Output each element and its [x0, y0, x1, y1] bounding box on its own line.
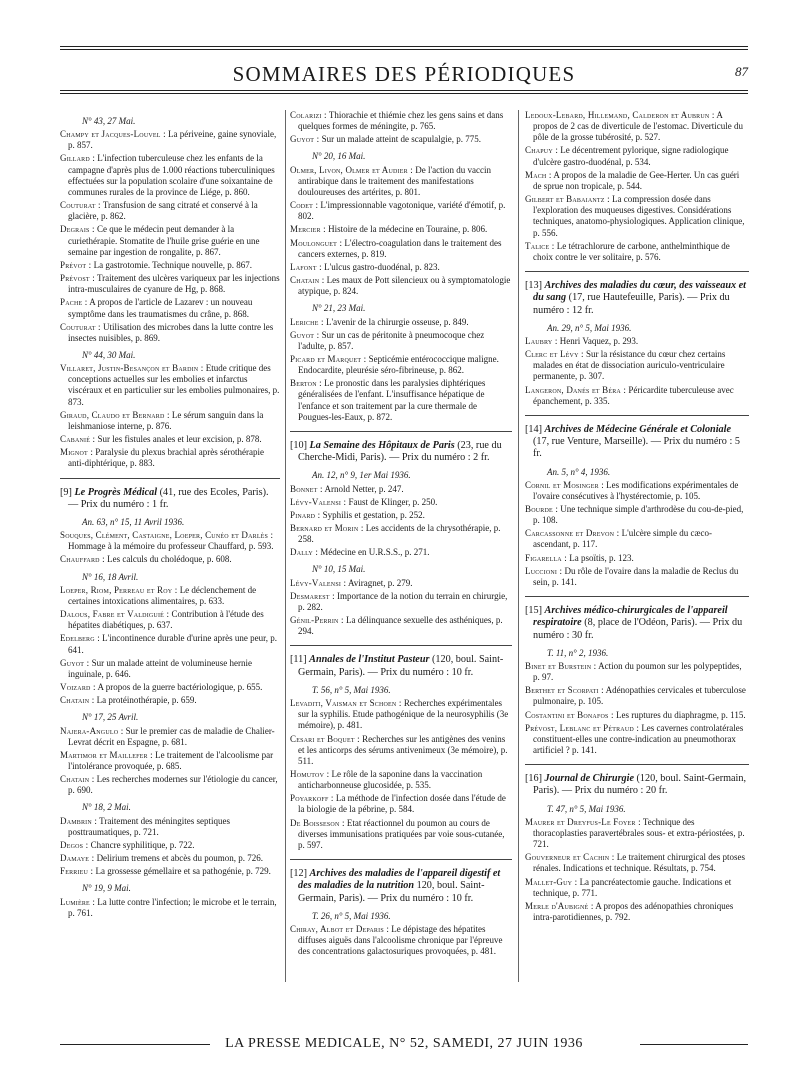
article-authors: Prévot : [60, 259, 92, 270]
article-entry [525, 480, 749, 502]
article-authors: Chauffard : [60, 554, 105, 565]
article-entry [525, 241, 749, 263]
article-authors: Colarizi : [290, 110, 327, 120]
article-entry [525, 723, 749, 756]
journal-number: [12] [290, 868, 307, 880]
journal-details: (17, rue Hautefeuille, Paris). — Prix du numéro : 12 fr. [533, 292, 730, 316]
article-title: La méthode de l'infection dosée dans l'étude de la biologie de la pébrine, p. 584. [298, 793, 506, 815]
top-rule [60, 46, 748, 50]
article-title: L'infection tuberculeuse chez les enfants de la campagne d'après plus de 1.000 réactions tuberculiniques effectuées sur la population scolaire d'une soixantaine de communes rurales de la province de Liége, p. 860. [68, 153, 275, 197]
article-entry [525, 349, 749, 382]
section-divider [525, 415, 749, 416]
article-authors: Desmarest : [290, 590, 335, 601]
article-entry [525, 901, 749, 923]
section-divider [60, 478, 280, 479]
article-authors: De Boisseson : [290, 817, 345, 828]
article-authors: Berthet et Scorpati : [525, 685, 604, 696]
journal-heading [290, 654, 512, 678]
article-authors: Martimor et Maillefer : [60, 749, 153, 760]
section-divider [290, 431, 512, 432]
article-title: A propos des adénopathies chroniques intra-parotidiennes, p. 792. [533, 900, 734, 923]
article-authors: Homutov : [290, 768, 330, 779]
article-title: L'incontinence durable d'urine après une peur, p. 641. [68, 633, 277, 655]
journal-number: [13] [525, 280, 542, 292]
article-authors: Picard et Marquet : [290, 353, 367, 364]
article-authors: Mallet-Guy : [525, 876, 578, 887]
journal-heading [60, 487, 280, 511]
article-title: La pancréatectomie gauche. Indications et technique, p. 771. [533, 876, 732, 898]
article-entry [290, 769, 512, 791]
article-entry [290, 484, 512, 495]
article-authors: Pinard : [290, 509, 321, 520]
article-authors: Merle d'Aubigné : [525, 900, 594, 911]
section-divider [525, 271, 749, 272]
article-entry [525, 685, 749, 707]
article-authors: Chiray, Albot et Deparis : [290, 923, 390, 934]
article-title: Recherches expérimentales sur la syphilis. Etude pathogénique de la neurosyphilis (3e mémoire), p. 481. [298, 698, 509, 731]
article-title: Chancre syphilitique, p. 722. [88, 839, 195, 850]
article-authors: Prévost : [60, 273, 95, 284]
article-entry [60, 897, 280, 919]
article-title: Sur les fistules anales et leur excision, p. 878. [95, 434, 262, 445]
section-divider [290, 859, 512, 860]
journal-details: (8, place de l'Odéon, Paris). — Prix du numéro : 30 fr. [533, 617, 743, 641]
issue-heading: T. 56, n° 5, Mai 1936. [312, 684, 391, 695]
article-title: Sur un malade atteint de volumineuse hernie inguinale, p. 646. [68, 657, 253, 679]
article-authors: Poyarkoff : [290, 793, 334, 804]
journal-heading [290, 440, 512, 464]
article-title: Utilisation des microbes dans la lutte contre les insectes nuisibles, p. 869. [68, 321, 274, 343]
article-title: La lutte contre l'infection; le microbe et le terrain, p. 761. [68, 896, 277, 918]
article-authors: Voizard : [60, 682, 96, 693]
journal-name: Journal de Chirurgie [544, 773, 634, 785]
article-entry [60, 322, 280, 344]
article-entry [525, 661, 749, 683]
article-title: Etat réactionnel du poumon au cours de diverses immunisations pratiquées par voie sous-cutanée, p. 597. [298, 817, 505, 850]
article-title: A propos de l'article de Lazarev : un nouveau symptôme dans les traumatismes du crâne, p. 868. [68, 297, 253, 319]
article-entry [60, 200, 280, 222]
article-authors: Damaye : [60, 853, 95, 864]
article-entry [290, 134, 512, 145]
journal-heading [525, 773, 749, 797]
article-title: Histoire de la médecine en Touraine, p. 806. [325, 224, 488, 235]
journal-name: Archives médico-chirurgicales de l'appareil respiratoire [533, 605, 728, 629]
article-authors: Giraud, Claudo et Bernard : [60, 409, 170, 420]
article-entry [525, 385, 749, 407]
article-title: Les ruptures du diaphragme, p. 115. [613, 709, 746, 720]
article-title: Sur un cas de péritonite à pneumocoque chez l'adulte, p. 857. [298, 329, 485, 351]
article-entry [290, 523, 512, 545]
article-entry [290, 547, 512, 558]
article-entry [60, 153, 280, 198]
article-title: Etude critique des conceptions actuelles sur les embolies et infarctus viscéraux et en particulier sur les embolies pulmonaires, p. 873. [68, 363, 280, 407]
article-authors: Chapuy : [525, 145, 559, 156]
article-title: La protéinothérapie, p. 659. [94, 695, 197, 706]
article-entry [60, 853, 280, 864]
article-entry [290, 698, 512, 731]
article-title: Recherches sur les antigènes des venins et les anticorps des sérums antivenimeux (3e mémoire), p. 511. [298, 733, 508, 766]
title-underline [60, 90, 748, 94]
article-entry [60, 774, 280, 796]
article-authors: Gilbert et Babaiantz : [525, 194, 610, 205]
article-entry [60, 682, 280, 693]
issue-heading: N° 43, 27 Mai. [82, 116, 136, 126]
article-title: Sur la résistance du cœur chez certains malades en état de dissociation auriculo-ventriculaire permanente, p. 307. [533, 349, 726, 382]
article-authors: Cornil et Mosinger : [525, 479, 604, 490]
journal-name: Le Progrès Médical [74, 486, 158, 498]
issue-heading: N° 19, 9 Mai. [82, 883, 131, 894]
article-entry [60, 554, 280, 565]
article-title: Sur un malade atteint de scapulalgie, p. 775. [319, 134, 482, 145]
article-authors: Bonnet : [290, 483, 323, 494]
section-divider [525, 764, 749, 765]
section-divider [290, 645, 512, 646]
journal-details: 120, boul. Saint-Germain, Paris). — Prix du numéro : 10 fr. [298, 880, 485, 904]
article-title: La périveine, gaine synoviale, p. 857. [68, 129, 277, 151]
article-title: Les accidents de la chrysothérapie, p. 258. [298, 523, 501, 545]
article-authors: Clerc et Lévy : [525, 349, 584, 360]
journal-number: [15] [525, 605, 542, 617]
article-entry [525, 336, 749, 347]
article-title: La grossesse gémellaire et sa pathogénie, p. 729. [93, 866, 271, 877]
article-authors: Pache : [60, 297, 88, 308]
article-title: Hommage à la mémoire du professeur Chauffard, p. 593. [68, 541, 274, 552]
article-entry [60, 726, 280, 748]
article-entry [525, 852, 749, 874]
article-authors: Souques, Clément, Castaigne, Loeper, Cunéo et Darlès : [60, 530, 274, 541]
article-entry [60, 695, 280, 706]
article-authors: Chatain : [60, 774, 95, 785]
article-authors: Laubry : [525, 335, 558, 346]
article-entry [525, 504, 749, 526]
article-title: La compression dosée dans l'exploration des muqueuses digestives. Considérations techniques, anatomo-physiologiques. Application clinique, p. 556. [533, 194, 745, 238]
column-divider-2 [518, 110, 519, 982]
column-left [60, 110, 280, 982]
article-authors: Génil-Perrin : [290, 615, 344, 626]
issue-heading: N° 10, 15 Mai. [312, 564, 366, 575]
article-title: Thiorachie et thiémie chez les gens sains et dans quelques formes de méningite, p. 765. [298, 110, 504, 132]
article-title: Le rôle de la saponine dans la vaccination anticharbonneuse glucosidée, p. 535. [298, 768, 483, 791]
article-title: Henri Vaquez, p. 293. [557, 335, 639, 346]
article-title: Arnold Netter, p. 247. [322, 483, 404, 494]
article-entry [290, 615, 512, 637]
article-authors: Talice : [525, 240, 555, 251]
journal-number: [10] [290, 439, 307, 451]
issue-heading: N° 17, 25 Avril. [82, 712, 139, 723]
article-entry [525, 710, 749, 721]
article-title: Les calculs du cholédoque, p. 608. [104, 554, 232, 565]
article-title: Le traitement de l'alcoolisme par l'intolérance provoquée, p. 685. [68, 749, 274, 771]
article-authors: Dally : [290, 547, 319, 558]
article-authors: Dambrin : [60, 815, 98, 826]
article-authors: Gillard : [60, 153, 96, 164]
article-entry [290, 924, 512, 957]
article-title: Faust de Klinger, p. 250. [346, 496, 438, 507]
article-authors: Villaret, Justin-Besançon et Bardin : [60, 363, 204, 374]
article-entry [290, 165, 512, 198]
journal-number: [9] [60, 486, 72, 498]
article-authors: Dalous, Fabre et Valdiguié : [60, 609, 170, 620]
article-authors: Luccioni : [525, 565, 563, 576]
article-entry [290, 262, 512, 273]
article-authors: Carcassonne et Drevon : [525, 528, 620, 539]
article-entry [290, 354, 512, 376]
article-entry [290, 378, 512, 423]
article-title: L'électro-coagulation dans le traitement des cancers externes, p. 819. [298, 237, 502, 259]
article-authors: Guyot : [290, 329, 320, 340]
article-entry [525, 553, 749, 564]
article-authors: Levaditi, Vaisman et Schoen : [290, 698, 402, 709]
article-authors: Langeron, Danés et Béra : [525, 384, 627, 395]
article-entry [525, 566, 749, 588]
article-title: La gastrotomie. Technique nouvelle, p. 867. [91, 259, 253, 270]
article-authors: Leriche : [290, 316, 324, 327]
article-title: De l'action du vaccin antirabique dans le traitement des manifestations douloureuses des artérites, p. 801. [298, 164, 492, 197]
article-entry [525, 110, 749, 143]
article-title: Ce que le médecin peut demander à la curiethérapie. Stomatite de l'huile grise guérie en une semaine par ingestion de rongalite, p. 867. [68, 224, 260, 257]
article-entry [60, 530, 280, 552]
article-title: Traitement des ulcères variqueux par les injections intra-musculaires de cyanure de Hg, p. 868. [68, 273, 280, 295]
column-right [525, 110, 749, 982]
issue-heading: T. 11, n° 2, 1936. [547, 647, 609, 658]
journal-heading [525, 605, 749, 642]
article-title: L'impressionnable vagotonique, variété d'émotif, p. 802. [298, 200, 506, 222]
article-title: Importance de la notion du terrain en chirurgie, p. 282. [298, 590, 508, 612]
article-authors: Figarella : [525, 552, 567, 563]
article-title: Action du poumon sur les polypeptides, p. 97. [533, 660, 742, 683]
article-entry [525, 194, 749, 239]
article-title: Le déclenchement de certaines intoxications alimentaires, p. 633. [68, 584, 257, 606]
issue-heading: T. 47, n° 5, Mai 1936. [547, 803, 626, 814]
article-title: Le sérum sanguin dans la leishmaniose interne, p. 876. [68, 409, 264, 431]
article-authors: Bernard et Morin : [290, 523, 364, 533]
article-authors: Binet et Burstein : [525, 660, 597, 671]
article-entry [290, 110, 512, 132]
journal-details: (120, boul. Saint-Germain, Paris). — Prix du numéro : 10 fr. [298, 654, 504, 678]
article-authors: Najera-Angulo : [60, 725, 124, 736]
article-entry [60, 633, 280, 655]
journal-name: La Semaine des Hôpitaux de Paris [309, 439, 455, 451]
article-authors: Codet : [290, 200, 319, 211]
column-divider-1 [285, 110, 286, 982]
article-title: Aviragnet, p. 279. [346, 577, 413, 588]
article-entry [60, 129, 280, 151]
page-title: SOMMAIRES DES PÉRIODIQUES [232, 62, 576, 86]
article-title: A propos de 2 cas de diverticule de l'estomac. Diverticule du pôle de la grosse tubérosité, p. 527. [533, 110, 744, 143]
article-title: Le pronostic dans les paralysies diphtériques généralisées de l'enfant. L'insuffisance hépatique de l'enfance et son traitement par la cure thermale de Pougues-les-Eaux, p. 872. [298, 378, 486, 422]
article-title: L'avenir de la chirurgie osseuse, p. 849. [323, 316, 469, 327]
article-authors: Champy et Jacques-Louvel : [60, 129, 166, 140]
article-title: La psoïtis, p. 123. [566, 552, 634, 563]
journal-name: Archives des maladies de l'appareil digestif et des maladies de la nutrition [298, 868, 501, 892]
journal-name: Archives des maladies du cœur, des vaisseaux et du sang [533, 280, 747, 304]
article-authors: Mercier : [290, 224, 326, 235]
section-divider [525, 596, 749, 597]
article-title: Du rôle de l'ovaire dans la maladie de Reclus du sein, p. 141. [533, 565, 739, 587]
issue-heading: N° 44, 30 Mai. [82, 349, 136, 360]
article-title: Les cavernes controlatérales constituent-elles une contre-indication au pneumothorax artificiel ? p. 141. [533, 722, 744, 756]
article-entry [290, 591, 512, 613]
article-title: A propos de la maladie de Gee-Herter. Un cas guéri de sprue non tropicale, p. 544. [533, 169, 740, 191]
article-title: Syphilis et gestation, p. 252. [320, 509, 425, 520]
article-authors: Gouverneur et Cachin : [525, 852, 615, 863]
footer-rule-right [640, 1044, 748, 1046]
article-entry [60, 658, 280, 680]
journal-heading [525, 424, 749, 461]
journal-heading [290, 868, 512, 905]
article-authors: Moulonguet : [290, 237, 343, 248]
article-title: L'ulcus gastro-duodénal, p. 823. [321, 261, 440, 272]
article-authors: Edelberg : [60, 633, 100, 644]
journal-number: [11] [290, 654, 307, 666]
article-authors: Loeper, Riom, Perreau et Roy : [60, 584, 178, 595]
article-entry [290, 578, 512, 589]
article-title: Contribution à l'étude des hépatites diabétiques, p. 637. [68, 609, 264, 631]
article-entry [60, 273, 280, 295]
article-title: Le traitement chirurgical des ptoses rénales. Indications et technique. Résultats, p. 754. [533, 852, 746, 874]
article-authors: Lévy-Valensi : [290, 577, 347, 588]
journal-details: (120, boul. Saint-Germain, Paris). — Prix du numéro : 20 fr. [533, 773, 747, 797]
issue-heading: An. 12, n° 9, 1er Mai 1936. [312, 470, 411, 481]
article-authors: Guyot : [290, 134, 320, 145]
journal-details: (23, rue du Cherche-Midi, Paris). — Prix du numéro : 2 fr. [298, 439, 502, 464]
article-title: Une technique simple d'arthrodèse du cou-de-pied, p. 108. [533, 504, 744, 526]
article-authors: Costantini et Bonafos : [525, 709, 614, 720]
article-authors: Lumière : [60, 896, 96, 907]
article-title: Le tétrachlorure de carbone, anthelminthique de choix contre le ver solitaire, p. 576. [533, 240, 730, 262]
article-entry [60, 866, 280, 877]
issue-heading: N° 20, 16 Mai. [312, 151, 366, 162]
article-authors: Cesari et Boquet : [290, 733, 360, 744]
article-authors: Ferrieu : [60, 866, 94, 877]
column-middle [290, 110, 512, 982]
article-entry [525, 170, 749, 192]
article-title: Technique des thoracoplasties paravertébrales sous- et extra-périostées, p. 721. [533, 816, 745, 850]
article-authors: Guyot : [60, 657, 90, 668]
article-authors: Lévy-Valensi : [290, 496, 347, 507]
article-entry [290, 510, 512, 521]
article-authors: Mignot : [60, 447, 94, 458]
article-authors: Degrais : [60, 224, 95, 235]
issue-heading: N° 16, 18 Avril. [82, 571, 139, 582]
article-authors: Maurer et Dreyfus-Le Foyer : [525, 816, 641, 827]
journal-details: (17, rue Venture, Marseille). — Prix du numéro : 5 fr. [533, 436, 740, 460]
article-entry [525, 877, 749, 899]
article-authors: Couturat : [60, 200, 101, 211]
article-entry [290, 200, 512, 222]
footer-label: LA PRESSE MEDICALE, N° 52, SAMEDI, 27 JUIN 1936 [217, 1036, 591, 1051]
article-entry [290, 317, 512, 328]
article-title: Médecine en U.R.S.S., p. 271. [318, 547, 430, 558]
article-title: Péricardite tuberculeuse avec épanchement, p. 335. [533, 384, 734, 406]
article-entry [60, 816, 280, 838]
article-authors: Bourde : [525, 504, 559, 514]
journal-name: Archives de Médecine Générale et Coloniale [544, 423, 731, 435]
article-entry [60, 585, 280, 607]
article-authors: Prévost, Leblanc et Pétraud : [525, 722, 640, 733]
article-title: Septicémie entérococcique maligne. Endocardite, pleurésie séro-fibrineuse, p. 862. [298, 353, 499, 376]
article-entry [60, 224, 280, 257]
article-entry [290, 734, 512, 767]
article-entry [60, 434, 280, 445]
journal-details: (41, rue des Ecoles, Paris). — Prix du numéro : 1 fr. [68, 486, 269, 510]
issue-heading: N° 18, 2 Mai. [82, 802, 131, 813]
article-authors: Olmer, Livon, Olmer et Audier : [290, 164, 413, 175]
issue-heading: An. 5, n° 4, 1936. [547, 466, 611, 477]
article-title: Paralysie du plexus brachial après sérothérapie anti-diphtérique, p. 883. [68, 447, 264, 469]
article-entry [290, 818, 512, 851]
article-authors: Chatain : [290, 275, 325, 286]
page-number: 87 [735, 64, 748, 79]
article-entry [290, 224, 512, 235]
article-entry [60, 260, 280, 271]
journal-number: [14] [525, 423, 542, 435]
issue-heading: T. 26, n° 5, Mai 1936. [312, 910, 391, 921]
article-title: Les modifications expérimentales de l'ovaire consécutives à l'hystérectomie, p. 105. [533, 479, 739, 501]
article-title: Le dépistage des hépatites diffuses aiguës dans l'alcoolisme chronique par l'épreuve des concentrations galactosuriques provoquées, p. 481. [298, 923, 503, 957]
article-entry [60, 297, 280, 319]
article-entry [290, 238, 512, 260]
article-title: Le décentrement pylorique, signe radiologique d'ulcère gastro-duodénal, p. 534. [533, 145, 729, 167]
article-title: Sur le premier cas de maladie de Chalier-Levrat décrit en Espagne, p. 681. [68, 725, 275, 747]
article-authors: Chatain : [60, 695, 95, 706]
article-title: Traitement des méningites septiques posttraumatiques, p. 721. [68, 815, 231, 837]
article-title: A propos de la guerre bactériologique, p. 655. [95, 682, 263, 693]
issue-heading: An. 63, n° 15, 11 Avril 1936. [82, 517, 185, 527]
article-authors: Degos : [60, 839, 89, 850]
article-entry [525, 528, 749, 550]
article-authors: Ledoux-Lebard, Hillemand, Calderon et Aubrun : [525, 110, 715, 120]
article-entry [290, 275, 512, 297]
article-title: Transfusion de sang citraté et conservé à la glacière, p. 862. [68, 200, 258, 222]
article-entry [60, 609, 280, 631]
article-entry [290, 330, 512, 352]
article-title: Les recherches modernes sur l'étiologie du cancer, p. 690. [68, 774, 278, 796]
article-entry [60, 410, 280, 432]
article-authors: Cabanié : [60, 434, 96, 445]
article-title: L'ulcère simple du cæco-ascendant, p. 117. [533, 528, 712, 550]
article-title: La délinquance sexuelle des asthéniques, p. 294. [298, 615, 503, 637]
article-title: Les maux de Pott silencieux ou à symptomatologie atypique, p. 824. [298, 275, 511, 297]
article-entry [60, 447, 280, 469]
article-entry [525, 145, 749, 167]
article-authors: Lafont : [290, 261, 322, 272]
article-entry [525, 817, 749, 850]
article-authors: Mach : [525, 169, 552, 180]
issue-heading: N° 21, 23 Mai. [312, 303, 366, 314]
article-authors: Couturat : [60, 321, 101, 332]
journal-number: [16] [525, 773, 542, 785]
article-entry [60, 363, 280, 408]
journal-name: Annales de l'Institut Pasteur [309, 654, 430, 666]
issue-heading: An. 29, n° 5, Mai 1936. [547, 322, 632, 333]
journal-heading [525, 280, 749, 317]
article-title: Adénopathies cervicales et tuberculose pulmonaire, p. 105. [533, 685, 746, 707]
article-entry [60, 840, 280, 851]
article-entry [60, 750, 280, 772]
article-entry [290, 497, 512, 508]
article-entry [290, 793, 512, 815]
article-authors: Berton : [290, 378, 322, 389]
article-title: Delirium tremens et abcès du poumon, p. 726. [94, 853, 264, 864]
